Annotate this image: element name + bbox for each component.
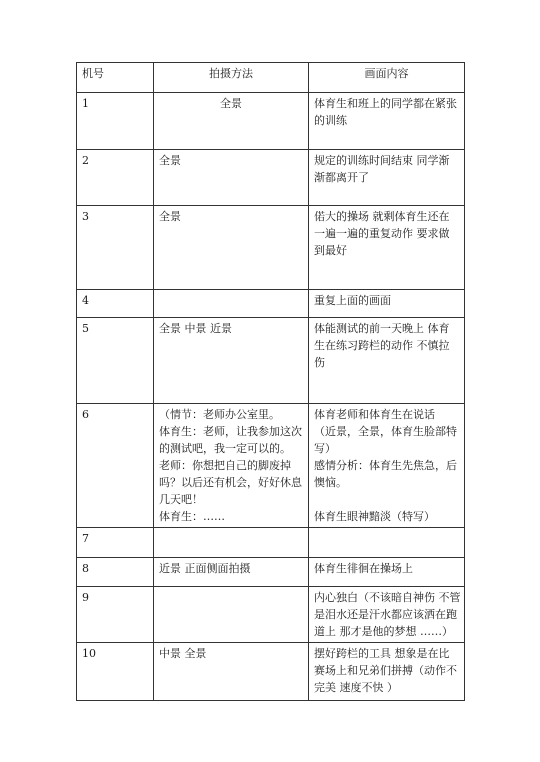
cell-scene-content	[309, 318, 465, 404]
cell-scene-content	[309, 290, 465, 318]
cell-scene-content	[309, 558, 465, 587]
cell-shot-number: 5	[77, 318, 154, 404]
content-line: 体育生徘徊在操场上	[314, 562, 413, 575]
table-row	[77, 558, 465, 587]
content-line: 道上 那才是他的梦想 ……）	[314, 625, 453, 638]
content-line	[314, 491, 459, 508]
content-line: 写）	[314, 442, 336, 455]
cell-shot-number: 3	[77, 206, 154, 290]
content-line: 感情分析：体育生先焦急，后	[314, 459, 457, 472]
table-row	[77, 206, 465, 290]
table-row	[77, 93, 465, 150]
method-line: 的测试吧，我一定可以的。	[159, 442, 291, 455]
table-row	[77, 290, 465, 318]
content-line: 偌大的操场 就剩体育生还在	[314, 210, 450, 223]
method-line: 全景	[220, 97, 242, 110]
content-line: 一遍一遍的重复动作 要求做	[314, 227, 450, 240]
method-line: 近景 正面侧面拍摄	[159, 562, 251, 575]
table-row	[77, 643, 465, 701]
content-line: 完美 速度不快 ）	[314, 681, 398, 694]
content-line: 渐都离开了	[314, 171, 369, 184]
cell-shot-number: 7	[77, 528, 154, 558]
content-line: 生在练习跨栏的动作 不慎拉	[314, 339, 450, 352]
content-line: 体能测试的前一天晚上 体育	[314, 322, 450, 335]
header-content: 画面内容	[309, 63, 465, 93]
content-line: 懊恼。	[314, 476, 347, 489]
cell-shot-number: 2	[77, 150, 154, 206]
cell-shooting-method	[154, 643, 309, 701]
cell-shot-number: 4	[77, 290, 154, 318]
cell-scene-content	[309, 528, 465, 558]
cell-scene-content	[309, 404, 465, 528]
cell-shooting-method	[154, 528, 309, 558]
content-line: 的训练	[314, 114, 347, 127]
cell-shooting-method	[154, 404, 309, 528]
content-line: 到最好	[314, 244, 347, 257]
table-row	[77, 404, 465, 528]
table-row	[77, 528, 465, 558]
header-row	[77, 63, 465, 93]
cell-shooting-method	[154, 587, 309, 643]
cell-shot-number: 10	[77, 643, 154, 701]
cell-scene-content	[309, 206, 465, 290]
content-line: 赛场上和兄弟们拼搏（动作不	[314, 664, 457, 677]
method-line: 全景	[159, 210, 181, 223]
storyboard-table	[76, 62, 465, 701]
cell-shooting-method	[154, 558, 309, 587]
method-line: 体育生：老师，让我参加这次	[159, 425, 302, 438]
content-line: 内心独白（不该暗自神伤 不管	[314, 591, 461, 604]
content-line: 体育老师和体育生在说话	[314, 408, 435, 421]
table-row	[77, 587, 465, 643]
method-line: 老师：你想把自己的脚废掉	[159, 459, 291, 472]
content-line: 体育生和班上的同学都在紧张	[314, 97, 457, 110]
cell-scene-content	[309, 93, 465, 150]
cell-shot-number: 1	[77, 93, 154, 150]
content-line: 规定的训练时间结束 同学渐	[314, 154, 450, 167]
header-method: 拍摄方法	[154, 63, 309, 93]
method-line: 中景 全景	[159, 647, 207, 660]
method-line: （情节：老师办公室里。	[159, 408, 280, 421]
content-line: 伤	[314, 356, 325, 369]
cell-shooting-method	[154, 93, 309, 150]
table-row	[77, 150, 465, 206]
cell-shooting-method	[154, 206, 309, 290]
cell-scene-content	[309, 587, 465, 643]
cell-shooting-method	[154, 150, 309, 206]
table-row	[77, 318, 465, 404]
method-line: 全景 中景 近景	[159, 322, 232, 335]
method-line: 几天吧！	[159, 493, 203, 506]
cell-shooting-method	[154, 318, 309, 404]
cell-shooting-method	[154, 290, 309, 318]
cell-shot-number: 6	[77, 404, 154, 528]
content-line: （近景，全景，体育生脸部特	[314, 425, 457, 438]
method-line: 吗？以后还有机会，好好休息	[159, 476, 302, 489]
header-number: 机号	[77, 63, 154, 93]
content-line: 是泪水还是汗水都应该洒在跑	[314, 608, 457, 621]
method-line: 全景	[159, 154, 181, 167]
method-line: 体育生：……	[159, 510, 225, 523]
cell-shot-number: 8	[77, 558, 154, 587]
content-line: 体育生眼神黯淡（特写）	[314, 510, 435, 523]
content-line: 重复上面的画面	[314, 294, 391, 307]
content-line: 摆好跨栏的工具 想象是在比	[314, 647, 450, 660]
cell-shot-number: 9	[77, 587, 154, 643]
cell-scene-content	[309, 643, 465, 701]
cell-scene-content	[309, 150, 465, 206]
